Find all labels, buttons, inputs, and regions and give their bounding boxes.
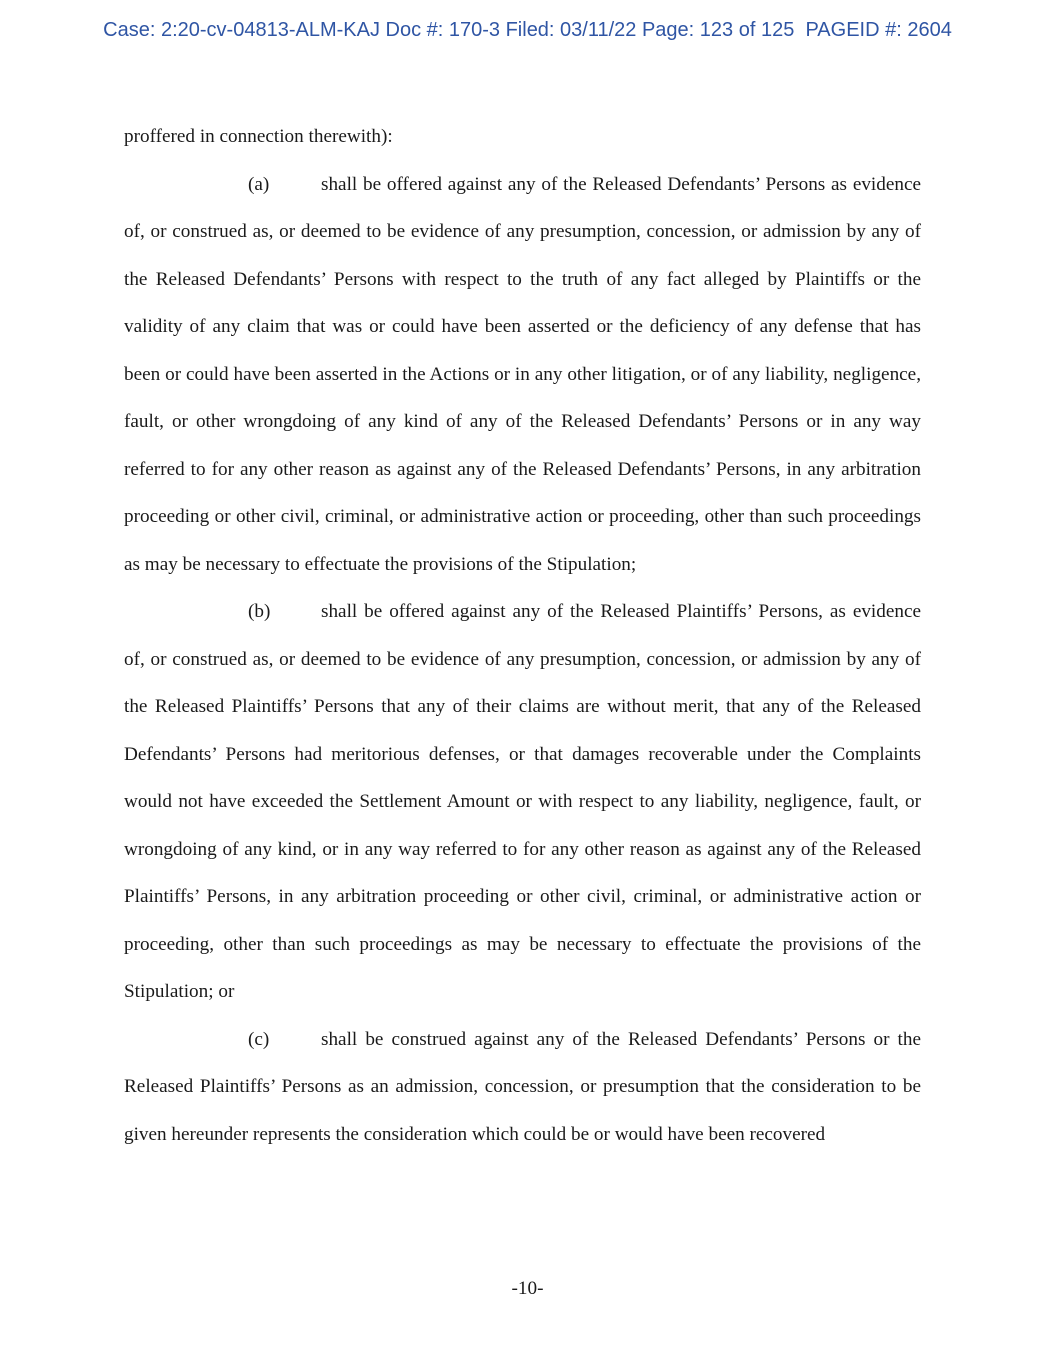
clause-b-label: (b)	[248, 601, 271, 622]
clause-c-text: shall be construed against any of the Released Defendants’ Persons or the Released Plaintiffs’ Persons as an admission, concession, or presumption that the consideration to be given hereunder represents the consideration which could be or would have been recovered	[124, 1028, 921, 1145]
clause-b-text: shall be offered against any of the Released Plaintiffs’ Persons, as evidence of, or construed as, or deemed to be evidence of any presumption, concession, or admission by any of the Released Plaintiffs’ Persons that any of their claims are without merit, that any of the Released Defendants’ Persons had meritorious defenses, or that damages recoverable under the Complaints would not have exceeded the Settlement Amount or with respect to any liability, negligence, fault, or wrongdoing of any kind, or in any way referred to for any other reason as against any of the Released Plaintiffs’ Persons, in any arbitration proceeding or other civil, criminal, or administrative action or proceeding, other than such proceedings as may be necessary to effectuate the provisions of the Stipulation; or	[124, 601, 921, 1002]
page-number: -10-	[511, 1278, 544, 1299]
document-body	[124, 113, 921, 1158]
clause-a	[124, 161, 921, 589]
clause-a-text: shall be offered against any of the Released Defendants’ Persons as evidence of, or construed as, or deemed to be evidence of any presumption, concession, or admission by any of the Released Defendants’ Persons with respect to the truth of any fact alleged by Plaintiffs or the validity of any claim that was or could have been asserted or the deficiency of any defense that has been or could have been asserted in the Actions or in any other litigation, or of any liability, negligence, fault, or other wrongdoing of any kind of any of the Released Defendants’ Persons or in any way referred to for any other reason as against any of the Released Defendants’ Persons, in any arbitration proceeding or other civil, criminal, or administrative action or proceeding, other than such proceedings as may be necessary to effectuate the provisions of the Stipulation;	[124, 173, 921, 575]
clause-c	[124, 1016, 921, 1159]
clause-c-label: (c)	[248, 1028, 270, 1050]
case-header: Case: 2:20-cv-04813-ALM-KAJ Doc #: 170-3 Filed: 03/11/22 Page: 123 of 125 PAGEID #: 2604	[103, 19, 952, 41]
clause-b	[124, 588, 921, 1016]
intro-paragraph: proffered in connection therewith):	[124, 126, 393, 147]
clause-a-label: (a)	[248, 173, 270, 195]
